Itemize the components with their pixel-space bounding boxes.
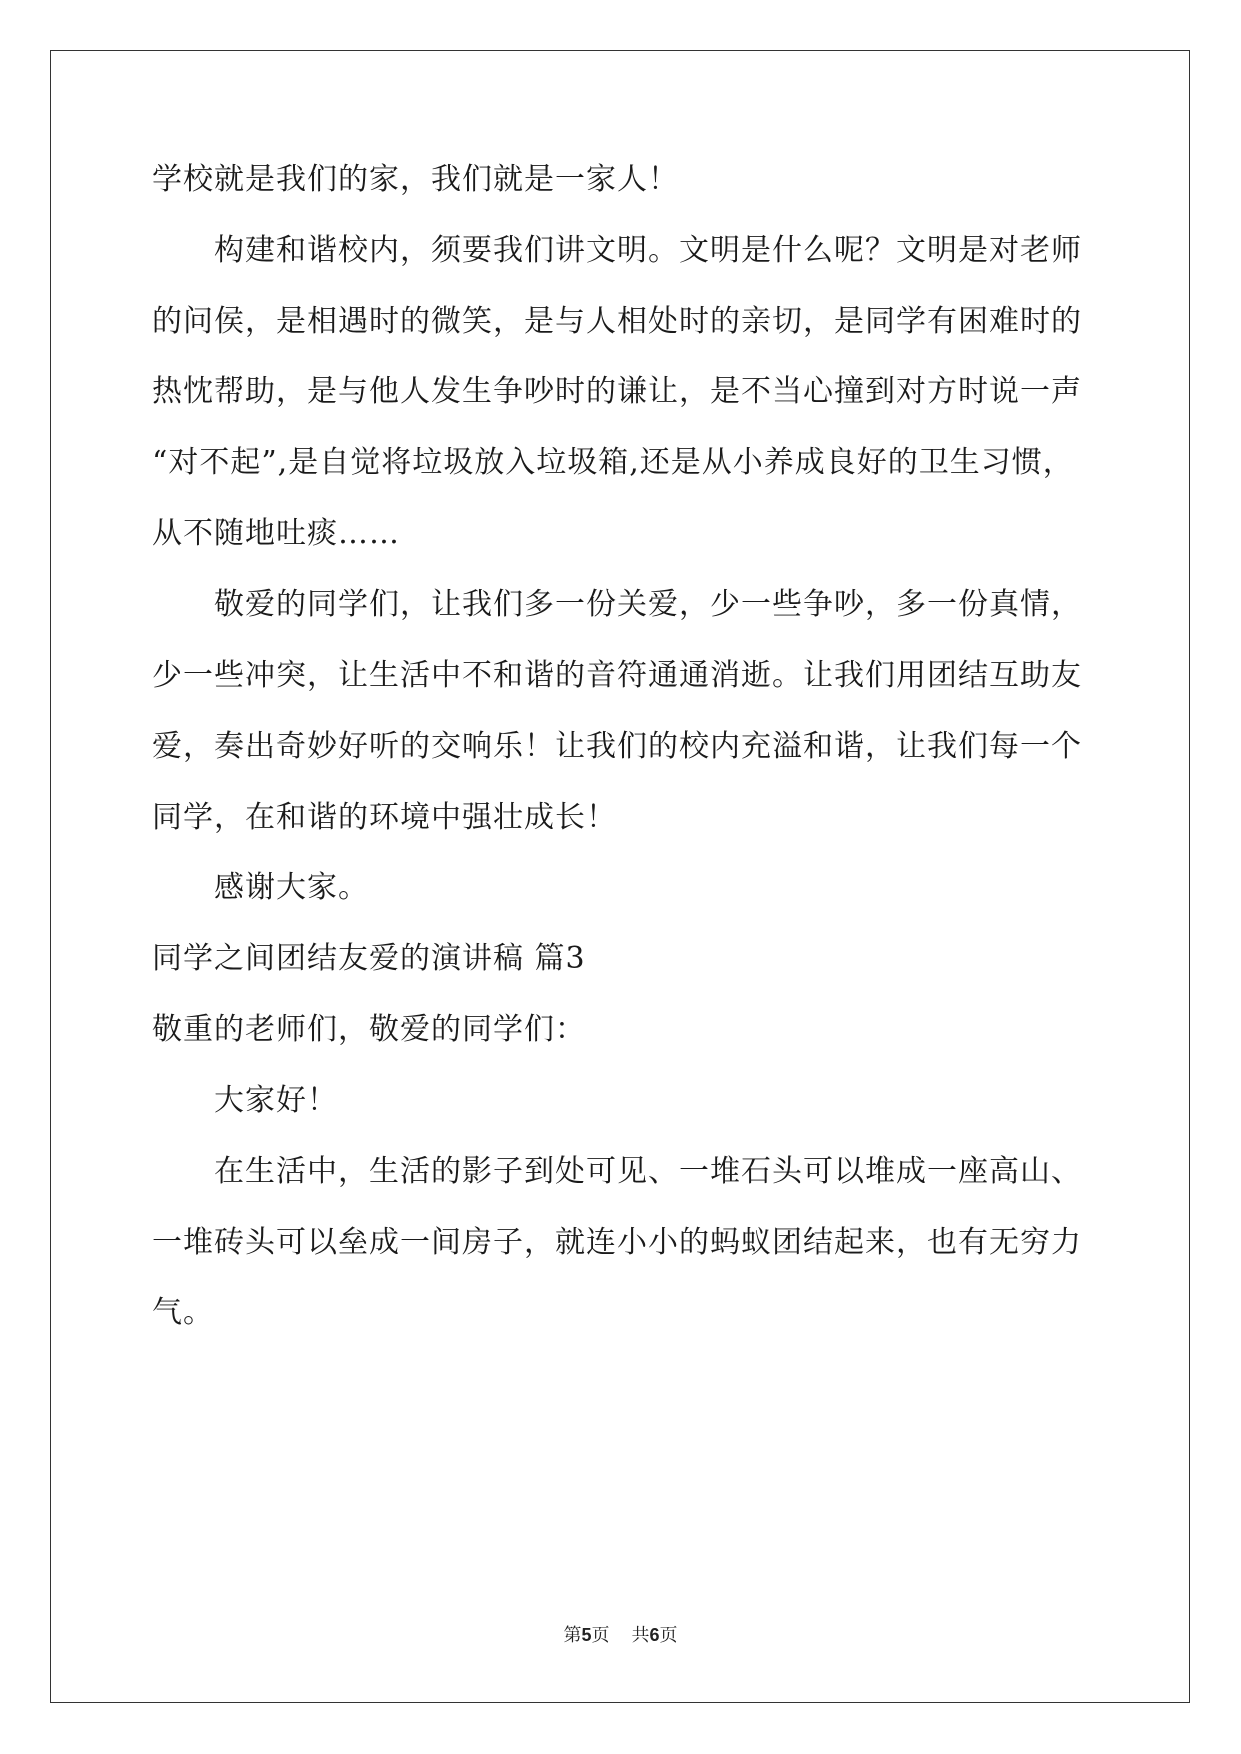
text-line: 从不随地吐痰……: [152, 516, 400, 551]
text-line: 一堆砖头可以垒成一间房子，就连小小的蚂蚁团结起来，也有无穷力: [152, 1225, 1082, 1260]
footer-prefix: 第: [563, 1625, 582, 1646]
total-page-number: 6: [649, 1625, 660, 1645]
text-line: 在生活中，生活的影子到处可见、一堆石头可以堆成一座高山、: [214, 1154, 1082, 1189]
section-heading: 同学之间团结友爱的演讲稿 篇3: [152, 941, 586, 976]
current-page-number: 5: [581, 1625, 592, 1645]
text-line: 敬爱的同学们，让我们多一份关爱，少一些争吵，多一份真情，: [214, 587, 1082, 622]
text-line: “对不起”,是自觉将垃圾放入垃圾箱,还是从小养成良好的卫生习惯，: [152, 445, 1074, 480]
text-line: 少一些冲突，让生活中不和谐的音符通通消逝。让我们用团结互助友: [152, 658, 1082, 693]
footer-total-suffix: 页: [659, 1625, 678, 1646]
text-line: 的问侯，是相遇时的微笑，是与人相处时的亲切，是同学有困难时的: [152, 304, 1082, 339]
text-line: 热忱帮助，是与他人发生争吵时的谦让，是不当心撞到对方时说一声: [152, 374, 1082, 409]
text-line: 构建和谐校内，须要我们讲文明。文明是什么呢？文明是对老师: [214, 233, 1082, 268]
text-line: 同学，在和谐的环境中强壮成长！: [152, 800, 617, 835]
text-line: 感谢大家。: [214, 870, 369, 905]
greeting: 大家好！: [214, 1083, 338, 1118]
text-line: 气。: [152, 1295, 214, 1330]
text-line: 爱，奏出奇妙好听的交响乐！让我们的校内充溢和谐，让我们每一个: [152, 729, 1082, 764]
footer-page-suffix: 页: [591, 1625, 610, 1646]
footer-total-prefix: 共: [631, 1625, 650, 1646]
salutation: 敬重的老师们，敬爱的同学们：: [152, 1012, 586, 1047]
page-footer: [0, 1623, 1241, 1648]
text-line: 学校就是我们的家，我们就是一家人！: [152, 162, 679, 197]
